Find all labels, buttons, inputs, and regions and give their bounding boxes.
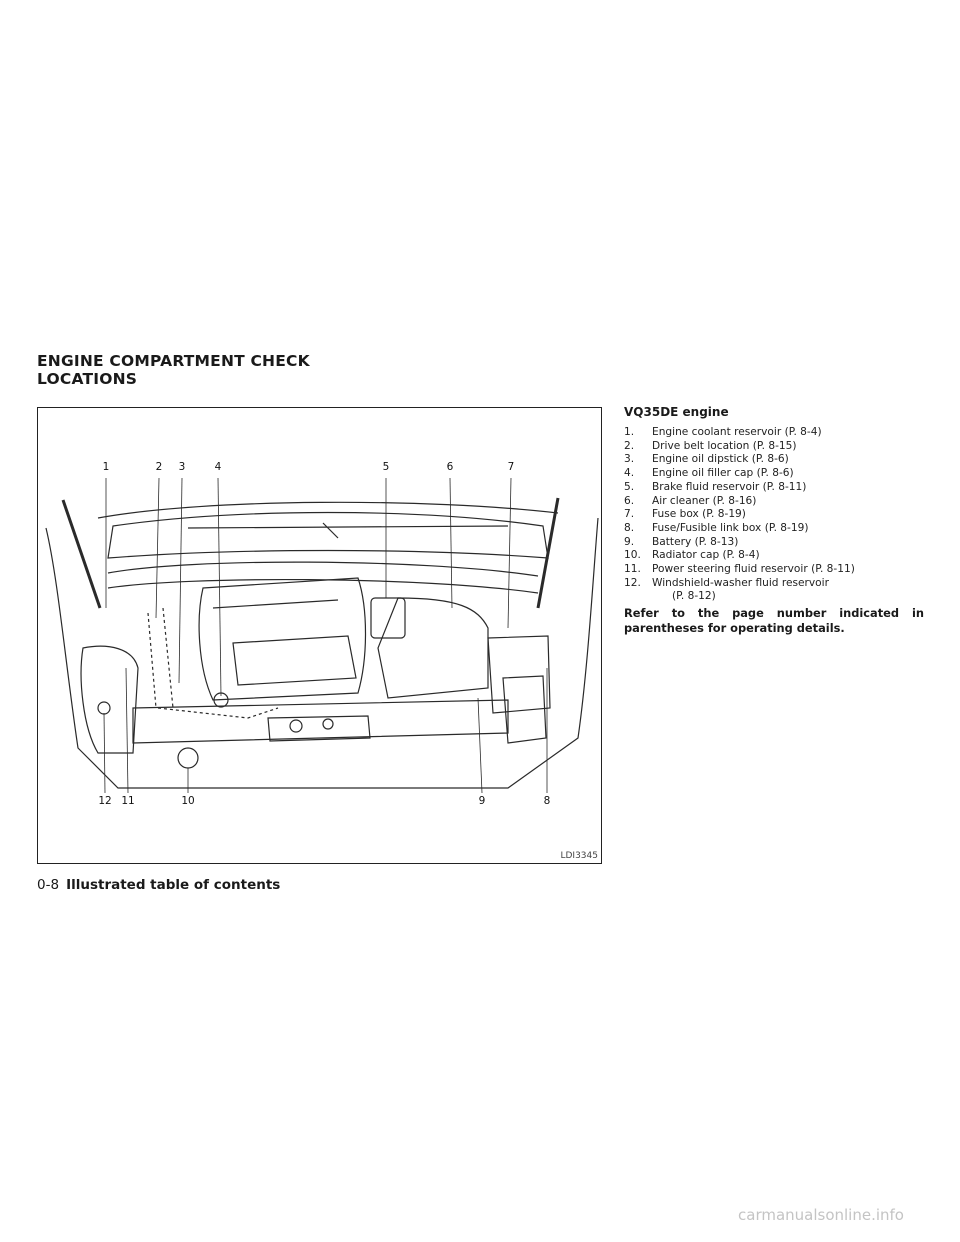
item-number: 8. <box>624 521 635 534</box>
item-number: 11. <box>624 563 641 576</box>
item-text: Windshield-washer fluid reservoir <box>652 576 829 589</box>
item-number: 6. <box>624 494 635 507</box>
list-item <box>624 508 924 522</box>
footer-title: Illustrated table of contents <box>66 877 281 893</box>
page-footer <box>37 877 280 893</box>
list-item <box>624 440 924 454</box>
item-text: Fuse box (P. 8-19) <box>652 508 746 521</box>
callout-8: 8 <box>543 795 551 807</box>
callout-7: 7 <box>507 461 515 473</box>
list-item <box>624 549 924 563</box>
item-number: 1. <box>624 426 635 438</box>
operating-note: Refer to the page number indicated in parentheses for operating details. <box>624 606 924 636</box>
item-number: 5. <box>624 480 635 493</box>
engine-heading: VQ35DE engine <box>624 405 729 419</box>
item-number: 3. <box>624 453 635 466</box>
item-text: Power steering fluid reservoir (P. 8-11) <box>652 563 855 576</box>
list-item <box>624 495 924 509</box>
item-text: Brake fluid reservoir (P. 8-11) <box>652 480 807 493</box>
item-number: 4. <box>624 467 635 480</box>
section-title-line-2: LOCATIONS <box>37 370 138 388</box>
item-number: 7. <box>624 508 635 521</box>
callout-6: 6 <box>446 461 454 473</box>
callout-4: 4 <box>214 461 222 473</box>
callout-10: 10 <box>181 795 195 807</box>
item-text-continued: (P. 8-12) <box>672 590 716 603</box>
item-text: Drive belt location (P. 8-15) <box>652 439 797 452</box>
engine-compartment-illustration <box>37 407 602 864</box>
callout-1: 1 <box>102 461 110 473</box>
list-item <box>624 536 924 550</box>
list-item <box>624 563 924 577</box>
watermark: carmanualsonline.info <box>738 1206 904 1224</box>
callout-2: 2 <box>155 461 163 473</box>
callout-3: 3 <box>178 461 186 473</box>
callout-12: 12 <box>98 795 112 807</box>
item-text: Engine oil dipstick (P. 8-6) <box>652 453 789 466</box>
callout-11: 11 <box>121 795 135 807</box>
callout-5: 5 <box>382 461 390 473</box>
list-item <box>624 467 924 481</box>
section-title <box>37 352 310 388</box>
list-item <box>624 522 924 536</box>
legend-column <box>624 405 924 636</box>
item-text: Air cleaner (P. 8-16) <box>652 494 757 507</box>
item-number: 9. <box>624 535 635 548</box>
item-text: Engine oil filler cap (P. 8-6) <box>652 467 794 480</box>
item-number: 2. <box>624 439 635 452</box>
item-number: 12. <box>624 576 641 589</box>
item-text: Battery (P. 8-13) <box>652 535 739 548</box>
section-title-line-1: ENGINE COMPARTMENT CHECK <box>37 352 310 370</box>
page-number: 0-8 <box>37 877 60 893</box>
item-number: 10. <box>624 549 641 562</box>
item-text: Fuse/Fusible link box (P. 8-19) <box>652 521 809 534</box>
item-text: Radiator cap (P. 8-4) <box>652 549 760 562</box>
list-item <box>624 453 924 467</box>
figure-id: LDI3345 <box>560 851 598 861</box>
item-text-wrap <box>652 577 924 604</box>
callout-9: 9 <box>478 795 486 807</box>
item-text: Engine coolant reservoir (P. 8-4) <box>652 426 822 438</box>
list-item <box>624 481 924 495</box>
list-item <box>624 426 924 440</box>
list-item <box>624 577 924 604</box>
location-list <box>624 426 924 604</box>
